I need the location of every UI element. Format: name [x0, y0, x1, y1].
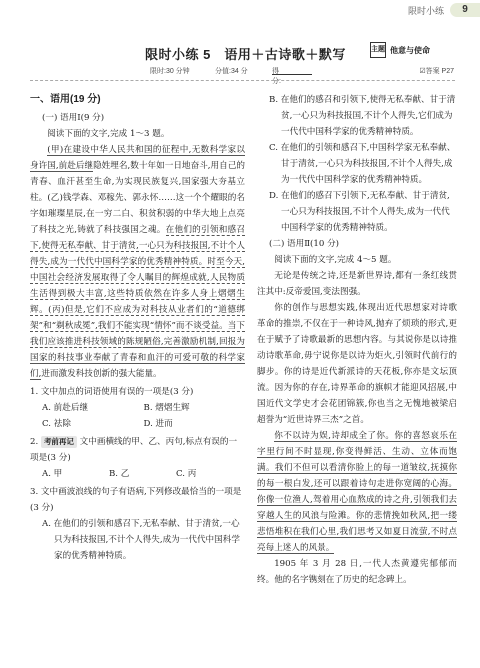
option-b[interactable]: B. 乙	[108, 469, 130, 479]
passage-sentence: 你不以诗为娱,诗却成全了你。你的喜怒哀乐在字里行间不时显现,你变得鲜活、生动、立体而饱满。我们不但可以看清你脸上的每一道皱纹,抚摸你的每一根白发,还可以跟着诗句走进你宽阔的心海。你像一位渔人,驾着用心血熬成的诗之舟,引领我们去穿越人生的风浪与险滩。你的悲情挽如秋风,把一缕悲悟堆积在我们心里,我们思考又如夏日流萤,不时点亮每上迷人的风景。	[257, 431, 457, 553]
option-b[interactable]: B. 熠熠生辉	[143, 403, 190, 413]
divider	[30, 80, 455, 81]
answer-icon: ☑	[419, 68, 426, 75]
passage-paragraph: 1905 年 3 月 28 日,一代人杰黄遵宪郁郁而终。他的名字镌刻在了历史的纪念碑上。	[257, 559, 457, 585]
page-title: 限时小练 5 语用＋古诗歌＋默写	[145, 47, 346, 62]
option-d[interactable]: D. 进而	[143, 419, 173, 429]
question-3	[30, 484, 245, 564]
options	[30, 400, 245, 432]
option-d[interactable]: D. 在他们的感召下引领下,无私奉献、甘于清贫,一心只为科技报国,不计个人得失,成为一代代中国科学家的优秀精神特质。	[269, 191, 450, 233]
subsection-heading: (二) 语用Ⅱ(10 分)	[269, 239, 340, 249]
instruction: 阅读下面的文字,完成 4～5 题。	[274, 255, 397, 265]
option-a[interactable]: A. 在他们的引领和感召下,无私奉献、甘于清贫,一心只为科技报国,不计个人得失,成为一代代中国科学家的优秀精神特质。	[42, 519, 240, 561]
score-blank[interactable]	[272, 66, 312, 75]
option-a[interactable]: A. 甲	[42, 469, 63, 479]
question-2	[30, 434, 245, 482]
exam-tag: 考前再记	[41, 436, 77, 448]
score-got-label: 得分:	[272, 68, 281, 85]
option-a[interactable]: A. 前赴后继	[42, 403, 89, 413]
question-stem-text: 文中画横线的甲、乙、丙句,标点有误的一项是(3 分)	[30, 437, 238, 463]
header-section: 限时小练	[407, 5, 444, 16]
wavy-sentence: 在他们的引领和感召下,使得无私奉献、甘于清贫,一心只为科技报国,不计个人得失,成为一代代中国科学家的优秀精神特质。时至今天,中国社会经济发展取得了令人瞩目的辉煌成就,人民物质生活得到极大丰富,这些特质依然在许多人身上熠熠生辉。(丙)但是,它们不应成为对科技从业者们的“道德绑架”和“剃秋成冕”,我们不能实现“情怀”而不谈受益。当下我们应该推进科技领域的	[30, 225, 245, 347]
subsection-heading: (一) 语用Ⅰ(9 分)	[42, 113, 105, 123]
right-column	[257, 92, 457, 588]
option-c[interactable]: C. 在他们的引领和感召下,中国科学家无私奉献、甘于清贫,一心只为科技报国,不计个人得失,成为一代代中国科学家的优秀精神特质。	[269, 143, 456, 185]
passage-paragraph	[30, 142, 245, 382]
question-stem: 1. 文中加点的词语使用有误的一项是(3 分)	[30, 387, 194, 397]
question-1	[30, 384, 245, 432]
option-b[interactable]: B. 在他们的感召和引领下,使得无私奉献、甘于清贫,一心只为科技报国,不计个人得失,它们成为一代代中国科学家的优秀精神特质。	[269, 95, 456, 137]
option-c[interactable]: C. 丙	[175, 469, 197, 479]
question-stem: 2. 考前再记 文中画横线的甲、乙、丙句,标点有误的一项是(3 分)	[30, 437, 238, 463]
logo	[370, 42, 430, 58]
passage-paragraph: 你的创作与思想实践,体现出近代思想家对诗歌革命的推崇,不仅在于一种诗风,抛弃了烦琐的形式,更在于赋予了诗歌最新的思想内容。与其说你是以诗推动诗歌革命,毋宁说你是以诗为炬火,引领时代前行的脚步。你的诗是近代新派诗的天花板,你亦是文坛顶流。因为你的存在,诗界革命的旗帜才能迎风招展,中国近代文学史才会花团锦簇,你也当之无愧地被梁启超誉为“近世诗界三杰”之首。	[257, 303, 457, 425]
passage-paragraph: 无论是传统之诗,还是新世界诗,都有一条红线贯注其中:反帝爱国,变法图强。	[257, 271, 457, 297]
question-stem: 3. 文中画波浪线的句子有语病,下列修改最恰当的一项是(3 分)	[30, 487, 242, 513]
answer-text: 答案 P27	[425, 68, 454, 75]
passage-sentence: 陈规陋俗,完善激励机制,回报为国家的科技事业奉献了青春和血汗的可爱可敬的科学家们,	[30, 337, 245, 379]
passage-paragraph	[257, 428, 457, 556]
instruction: 阅读下面的文字,完成 1～3 题。	[47, 129, 170, 139]
options	[30, 466, 245, 482]
passage-sentence: 进而激发科技创新的强大能量。	[41, 369, 162, 379]
page-header	[408, 0, 480, 20]
logo-text: 他意与使命	[390, 45, 430, 55]
answer-ref	[419, 66, 454, 76]
left-column	[30, 92, 245, 564]
section-heading: 一、语用(19 分)	[30, 94, 101, 105]
passage-sentence: 隐姓埋名,数十年如一日地奋斗,用自己的青春、血汗甚至生命,为实现民族复兴,国家强大夯基立柱。(乙)钱学森、邓稼先、郭永怀……这一个个耀眼的名字如璀璨星辰,在一穷二白、积贫积弱的中华大地上点亮了科技之光,铸就了科技强国之魂。	[30, 161, 245, 235]
page-number: 9	[450, 3, 480, 17]
time-limit: 限时:30 分钟	[150, 68, 190, 75]
option-c[interactable]: C. 祛除	[42, 419, 71, 429]
score-total: 分值:34 分	[215, 68, 248, 75]
logo-box: 主题	[370, 42, 386, 58]
passage-sentence: (甲)在建设中华人民共和国的征程中,无数科学家以身许国,前赴后继	[30, 145, 245, 171]
